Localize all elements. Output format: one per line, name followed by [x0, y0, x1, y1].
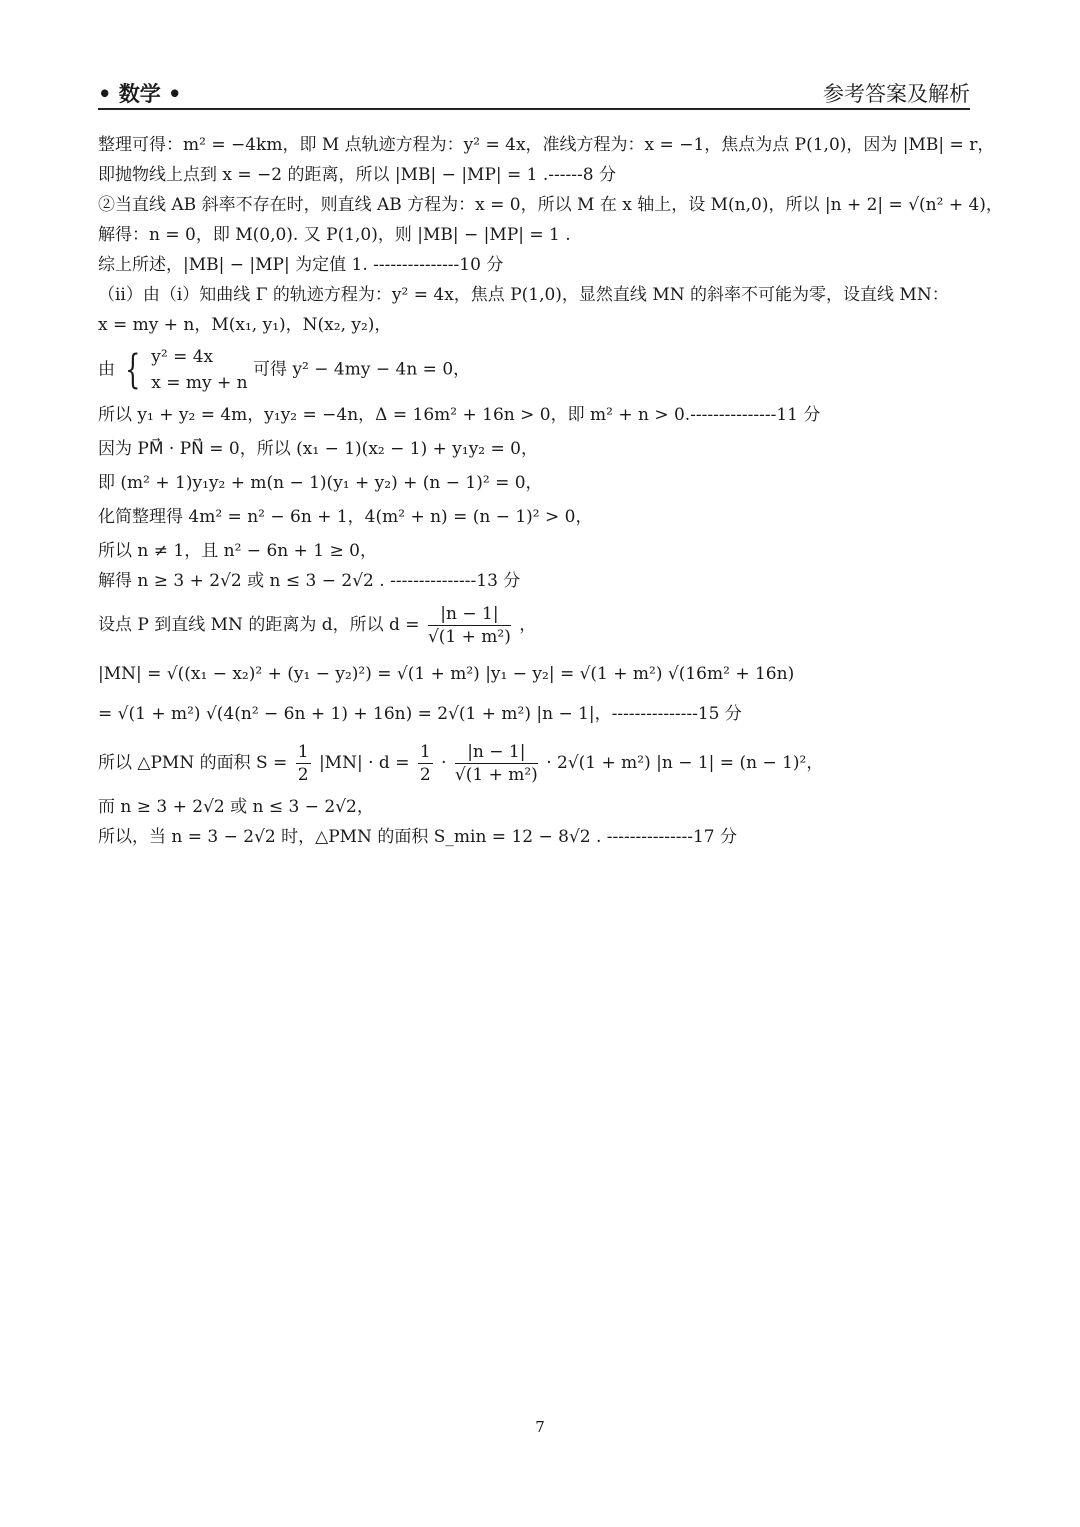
text-line: 综上所述，|MB| − |MP| 为定值 1. ---------------10 分 [98, 255, 504, 275]
distance-formula-line [98, 596, 978, 654]
page-number: 7 [535, 1418, 545, 1436]
distance-suffix: ， [519, 615, 537, 635]
text-line: 所以 y₁ + y₂ = 4m，y₁y₂ = −4n，Δ = 16m² + 16n > 0，即 m² + n > 0.---------------11 分 [98, 405, 821, 425]
subject-label: • 数学 • [98, 81, 182, 106]
case-line: x = my + n [151, 373, 248, 393]
page-header [98, 78, 970, 110]
distance-prefix: 设点 P 到直线 MN 的距离为 d，所以 d = [98, 615, 420, 635]
system-of-equations [98, 340, 978, 400]
fraction-denominator: √(1 + m²) [454, 765, 538, 785]
text-line: 即抛物线上点到 x = −2 的距离，所以 |MB| − |MP| = 1 .------8 分 [98, 165, 616, 185]
text-line: 整理可得：m² = −4km，即 M 点轨迹方程为：y² = 4x，准线方程为：x = −1，焦点为点 P(1,0)，因为 |MB| = r， [98, 135, 995, 155]
text-line: = √(1 + m²) √(4(n² − 6n + 1) + 16n) = 2√(1 + m²) |n − 1|，---------------15 分 [98, 704, 742, 724]
fraction-numerator: 1 [419, 742, 431, 762]
area-suffix: · 2√(1 + m²) |n − 1| = (n − 1)²， [546, 753, 824, 773]
equation-cases [151, 344, 247, 396]
distance-fraction [455, 741, 538, 786]
fraction-numerator: |n − 1| [428, 603, 511, 626]
area-formula-line [98, 734, 978, 792]
fraction-numerator: |n − 1| [455, 741, 538, 764]
system-suffix: 可得 y² − 4my − 4n = 0， [253, 359, 471, 380]
fraction-denominator: √(1 + m²) [427, 627, 511, 647]
fraction-denominator: 2 [297, 765, 309, 785]
text-line: 而 n ≥ 3 + 2√2 或 n ≤ 3 − 2√2， [98, 797, 374, 817]
case-line: y² = 4x [151, 347, 214, 367]
solution-body [98, 130, 1003, 852]
text-line: |MN| = √((x₁ − x₂)² + (y₁ − y₂)²) = √(1 + m²) |y₁ − y₂| = √(1 + m²) √(16m² + 16n) [98, 664, 795, 684]
multiply-dot: · [441, 753, 447, 773]
text-line: 解得：n = 0，即 M(0,0). 又 P(1,0)，则 |MB| − |MP| = 1 . [98, 225, 571, 245]
text-line: 所以 n ≠ 1，且 n² − 6n + 1 ≥ 0， [98, 541, 377, 561]
area-prefix: 所以 △PMN 的面积 S = [98, 753, 288, 773]
half-fraction [296, 741, 311, 786]
text-line: （ii）由（i）知曲线 Γ 的轨迹方程为：y² = 4x，焦点 P(1,0)，显然直线 MN 的斜率不可能为零，设直线 MN： [98, 285, 949, 305]
fraction-numerator: 1 [297, 742, 309, 762]
text-line: 解得 n ≥ 3 + 2√2 或 n ≤ 3 − 2√2 . ---------------13 分 [98, 571, 521, 591]
half-fraction [418, 741, 433, 786]
text-line: 化简整理得 4m² = n² − 6n + 1，4(m² + n) = (n − 1)² > 0， [98, 507, 593, 527]
text-line: x = my + n，M(x₁, y₁)，N(x₂, y₂)， [98, 315, 392, 335]
text-line: ②当直线 AB 斜率不存在时，则直线 AB 方程为：x = 0，所以 M 在 x 轴上，设 M(n,0)，所以 |n + 2| = √(n² + 4)， [98, 195, 1003, 215]
area-mid: |MN| · d = [318, 753, 410, 773]
text-line: 因为 PM⃗ · PN⃗ = 0，所以 (x₁ − 1)(x₂ − 1) + y₁y₂ = 0， [98, 439, 538, 459]
left-brace: { [125, 347, 141, 393]
text-line: 所以，当 n = 3 − 2√2 时，△PMN 的面积 S_min = 12 − 8√2 . ---------------17 分 [98, 827, 738, 847]
header-title: 参考答案及解析 [823, 82, 970, 106]
text-line: 即 (m² + 1)y₁y₂ + m(n − 1)(y₁ + y₂) + (n − 1)² = 0， [98, 473, 543, 493]
system-prefix: 由 [98, 359, 115, 380]
header-rule [98, 108, 970, 110]
fraction-denominator: 2 [419, 765, 431, 785]
distance-fraction [428, 603, 511, 648]
